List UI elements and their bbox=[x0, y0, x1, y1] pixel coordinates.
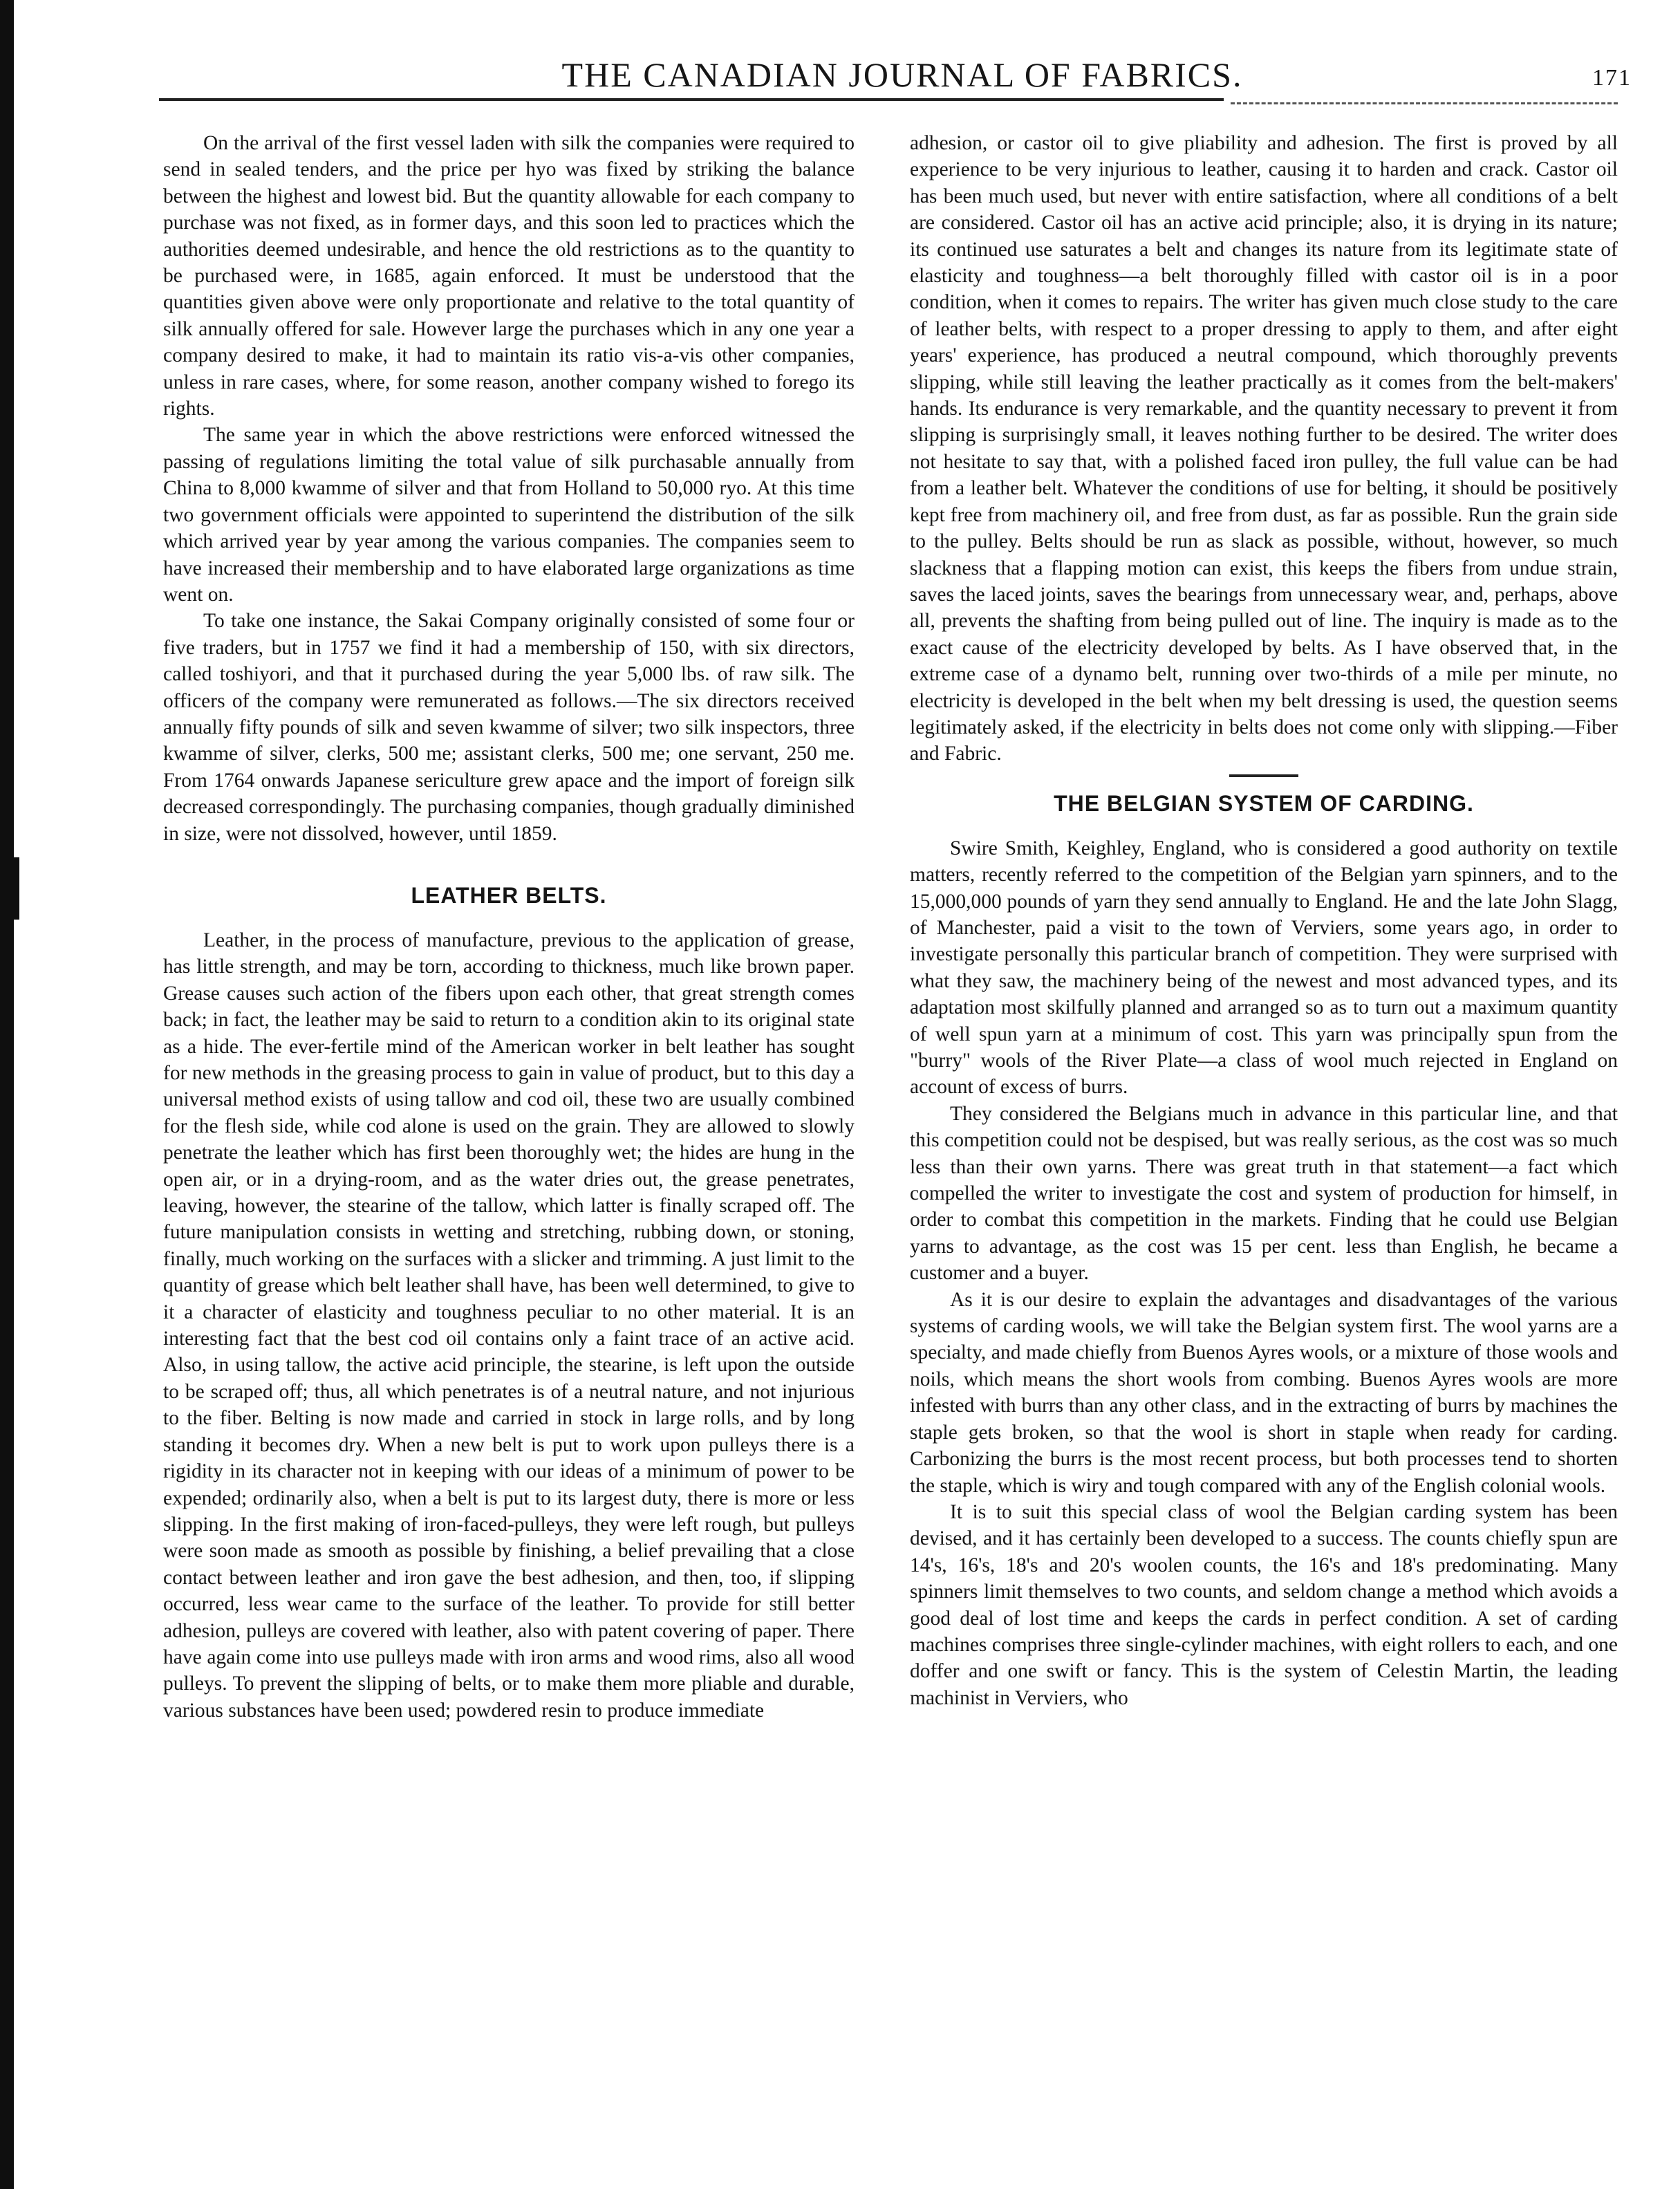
section-title-belgian-carding: THE BELGIAN SYSTEM OF CARDING. bbox=[1054, 790, 1474, 816]
right-column bbox=[910, 130, 1618, 1711]
section-title-leather-belts: LEATHER BELTS. bbox=[411, 882, 607, 908]
paragraph: As it is our desire to explain the advantages and disadvantages of the various systems of carding wools, we will take the Belgian system first. The wool yarns are a specialty, and made chiefly from Buenos Ayres wools, or a mixture of those wools and noils, which means the short wools from combing. Buenos Ayres wools are more infested with burrs than any other class, and in the extracting of burrs by machines the staple gets broken, so that the wool is short in staple when ready for carding. Carbonizing the burrs is the most recent process, but both processes tend to shorten the staple, which is wiry and tough compared with any of the English colonial wools. bbox=[910, 1288, 1618, 1497]
journal-title: THE CANADIAN JOURNAL OF FABRICS. bbox=[561, 55, 1243, 94]
paragraph: To take one instance, the Sakai Company originally consisted of some four or five traders, but in 1757 we find it had a membership of 150, with six directors, called toshiyori, and that it purchased during the year 5,000 lbs. of raw silk. The officers of the company were remunerated as follows.—The six directors received annually fifty pounds of silk and seven kwamme of silver; two silk inspectors, three kwamme of silver, clerks, 500 me; assistant clerks, 500 me; one servant, 250 me. From 1764 onwards Japanese sericulture grew apace and the import of foreign silk decreased correspondingly. The purchasing companies, though gradually diminished in size, were not dissolved, however, until 1859. bbox=[163, 610, 855, 845]
binding-notch bbox=[0, 857, 19, 920]
paragraph: It is to suit this special class of wool the Belgian carding system has been devised, and it has certainly been developed to a success. The counts chiefly spun are 14's, 16's, 18's and 20's woolen counts, the 16's and 18's predominating. Many spinners limit themselves to two counts, and seldom change a method which avoids a good deal of lost time and keeps the cards in perfect condition. A set of carding machines comprises three single-cylinder machines, with eight rollers to each, and one doffer and one swift or fancy. This is the system of Celestin Martin, the leading machinist in Verviers, who bbox=[910, 1500, 1618, 1709]
page-number: 171 bbox=[1592, 65, 1632, 91]
header-rule-dashed bbox=[1231, 102, 1618, 104]
left-column bbox=[163, 130, 855, 1724]
paragraph: The same year in which the above restrictions were enforced witnessed the passing of regulations limiting the total value of silk purchasable annually from China to 8,000 kwamme of silver and that from Holland to 50,000 ryo. At this time two government officials were appointed to superintend the distribution of the silk which arrived year by year among the various companies. The companies seem to have increased their membership and to have elaborated large organizations as time went on. bbox=[163, 424, 855, 606]
paragraph: adhesion, or castor oil to give pliability and adhesion. The first is proved by all experience to be very injurious to leather, causing it to harden and crack. Castor oil has been much used, but never with entire satisfaction, where all conditions of a belt are considered. Castor oil has an active acid principle; also, it is drying in its nature; its continued use saturates a belt and changes its nature from its legitimate state of elasticity and toughness—a belt thoroughly filled with castor oil is in a poor condition, when it comes to repairs. The writer has given much close study to the care of leather belts, with respect to a proper dressing to apply to them, and after eight years' experience, has produced a neutral compound, which thoroughly prevents slipping, while still leaving the leather practically as it comes from the belt-makers' hands. Its endurance is very remarkable, and the quantity necessary to prevent it from slipping is surprisingly small, it leaves nothing further to be desired. The writer does not hesitate to say that, with a polished faced iron pulley, the full value can be had from a leather belt. Whatever the conditions of use for belting, it should be positively kept free from machinery oil, and free from dust, as far as possible. Run the grain side to the pulley. Belts should be run as slack as possible, without, however, so much slackness that a flapping motion can exist, this keeps the fibers from undue strain, saves the laced joints, saves the bearings from unnecessary wear, and, perhaps, above all, prevents the shafting from being pulled out of line. The inquiry is made as to the exact cause of the electricity developed by belts. As I have observed that, in the extreme case of a dynamo belt, running over two-thirds of a mile per minute, no electricity is developed in the belt when my belt dressing is used, the question seems legitimately asked, if the electricity in belts does not come only with slipping.—Fiber and Fabric. bbox=[910, 132, 1618, 765]
page-header bbox=[159, 54, 1645, 109]
header-rule bbox=[159, 98, 1224, 101]
page-binding-edge bbox=[0, 0, 14, 2189]
section-divider bbox=[1229, 774, 1298, 777]
paragraph: On the arrival of the first vessel laden with silk the companies were required to send in sealed tenders, and the price per hyo was fixed by striking the balance between the highest and lowest bid. But the quantity allowable for each company to purchase was not fixed, as in former days, and this soon led to practices which the authorities deemed undesirable, and hence the old restrictions as to the quantity to be purchased were, in 1685, again enforced. It must be understood that the quantities given above were only proportionate and relative to the total quantity of silk annually offered for sale. However large the purchases which in any one year a company desired to make, it had to maintain its ratio vis-a-vis other companies, unless in rare cases, where, for some reason, another company wished to forego its rights. bbox=[163, 132, 855, 420]
paragraph: They considered the Belgians much in advance in this particular line, and that this competition could not be despised, but was really serious, as the cost was so much less than their own yarns. There was great truth in that statement—a fact which compelled the writer to investigate the cost and system of production for himself, in order to combat this competition in the markets. Finding that he could use Belgian yarns to advantage, as the cost was 15 per cent. less than English, he became a customer and a buyer. bbox=[910, 1102, 1618, 1285]
paragraph: Leather, in the process of manufacture, previous to the application of grease, has little strength, and may be torn, according to thickness, much like brown paper. Grease causes such action of the fibers upon each other, that great strength comes back; in fact, the leather may be said to return to a condition akin to its original state as a hide. The ever-fertile mind of the American worker in belt leather has sought for new methods in the greasing process to gain in value of product, but to this day a universal method exists of using tallow and cod oil, these two are usually combined for the flesh side, while cod alone is used on the grain. They are allowed to slowly penetrate the leather which has first been thoroughly wet; the hides are hung in the open air, or in a drying-room, and as the water dries out, the grease penetrates, leaving, however, the stearine of the tallow, which latter is finally scraped off. The future manipulation consists in wetting and stretching, rubbing down, or stoning, finally, much working on the surfaces with a slicker and trimming. A just limit to the quantity of grease which belt leather shall have, has been well determined, to give to it a character of elasticity and toughness peculiar to no other material. It is an interesting fact that the best cod oil contains only a faint trace of an active acid. Also, in using tallow, the active acid principle, the stearine, is left upon the outside to be scraped off; thus, all which penetrates is of a neutral nature, and not injurious to the fiber. Belting is now made and carried in stock in large rolls, and by long standing it becomes dry. When a new belt is put to work upon pulleys there is a rigidity in its character not in keeping with our ideas of a minimum of power to be expended; ordinarily also, when a belt is put to its largest duty, there is more or less slipping. In the first making of iron-faced-pulleys, they were left rough, but pulleys were soon made as smooth as possible by finishing, a belief prevailing that a close contact between leather and iron gave the best adhesion, and then, too, if slipping occurred, less wear came to the surface of the leather. To provide for still better adhesion, pulleys are covered with leather, also with patent covering of paper. There have again come into use pulleys made with iron arms and wood rims, also all wood pulleys. To prevent the slipping of belts, or to make them more pliable and durable, various substances have been used; powdered resin to produce immediate bbox=[163, 929, 855, 1722]
paragraph: Swire Smith, Keighley, England, who is considered a good authority on textile matters, recently referred to the competition of the Belgian yarn spinners, and to the 15,000,000 pounds of yarn they send annually to England. He and the late John Slagg, of Manchester, paid a visit to the town of Verviers, some years ago, in order to investigate personally this particular branch of competition. They were surprised with what they saw, the machinery being of the newest and most advanced types, and its adaptation most skilfully planned and arranged so as to turn out a maximum quantity of well spun yarn at a minimum of cost. This yarn was principally spun from the "burry" wools of the River Plate—a class of wool much rejected in England on account of excess of burrs. bbox=[910, 837, 1618, 1099]
